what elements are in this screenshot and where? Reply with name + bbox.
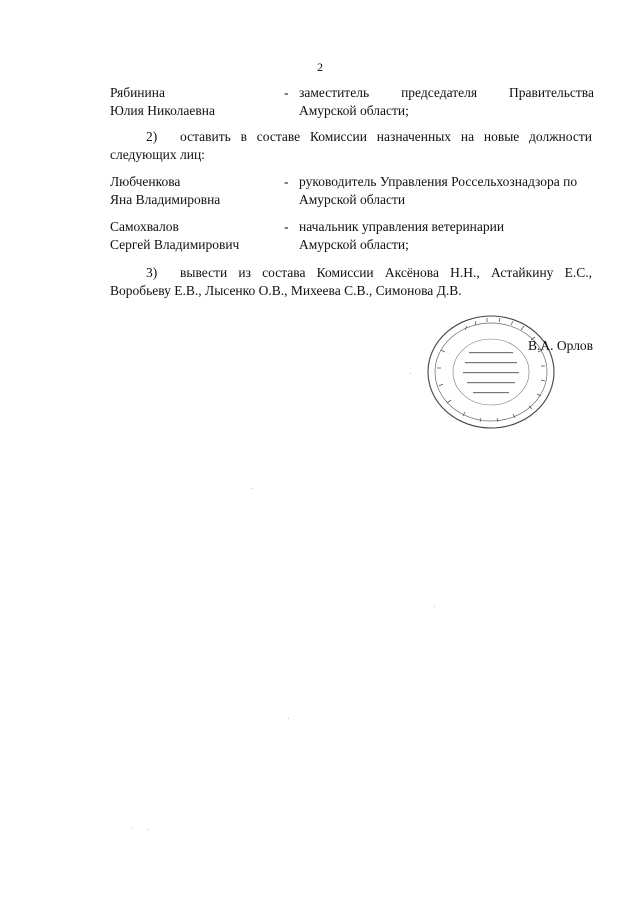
member-name [110,218,285,254]
member-name [110,173,285,209]
paragraph-text: оставить в составе Комиссии назначенных на новые должности [180,129,592,144]
scan-speck [148,829,149,830]
member-surname: Рябинина [110,85,165,100]
member-surname: Самохвалов [110,219,179,234]
member-role [284,173,594,209]
scan-speck [131,828,132,829]
signature-name: В.А. Орлов [528,338,594,353]
member-name [110,84,285,120]
role-line: начальник управления ветеринарии [299,219,505,234]
scan-speck [410,373,411,374]
paragraph-3 [110,264,592,300]
role-line-cont: Амурской области; [299,237,409,252]
member-role [284,84,594,120]
paragraph-text-cont: следующих лиц: [110,147,205,162]
member-given-names: Сергей Владимирович [110,237,240,252]
role-line: заместитель председателя Правительства [299,85,594,100]
page-number: 2 [317,60,323,74]
scan-speck [434,606,435,607]
member-role [284,218,594,254]
paragraph-text-cont: Воробьеву Е.В., Лысенко О.В., Михеева С.В., Симонова Д.В. [110,283,462,298]
member-given-names: Юлия Николаевна [110,103,215,118]
scan-speck [288,718,289,719]
role-line: руководитель Управления Россельхознадзора по [299,174,578,189]
scan-speck [252,488,253,489]
paragraph-text: вывести из состава Комиссии Аксёнова Н.Н., Астайкину Е.С., [180,265,592,280]
official-seal-stamp [425,312,557,432]
role-dash: - [284,219,289,234]
role-line-cont: Амурской области; [299,103,409,118]
role-dash: - [284,85,289,100]
member-given-names: Яна Владимировна [110,192,221,207]
paragraph-2 [110,128,592,164]
member-surname: Любченкова [110,174,181,189]
paragraph-number: 3) [146,265,158,280]
role-line-cont: Амурской области [299,192,406,207]
paragraph-number: 2) [146,129,158,144]
role-dash: - [284,174,289,189]
